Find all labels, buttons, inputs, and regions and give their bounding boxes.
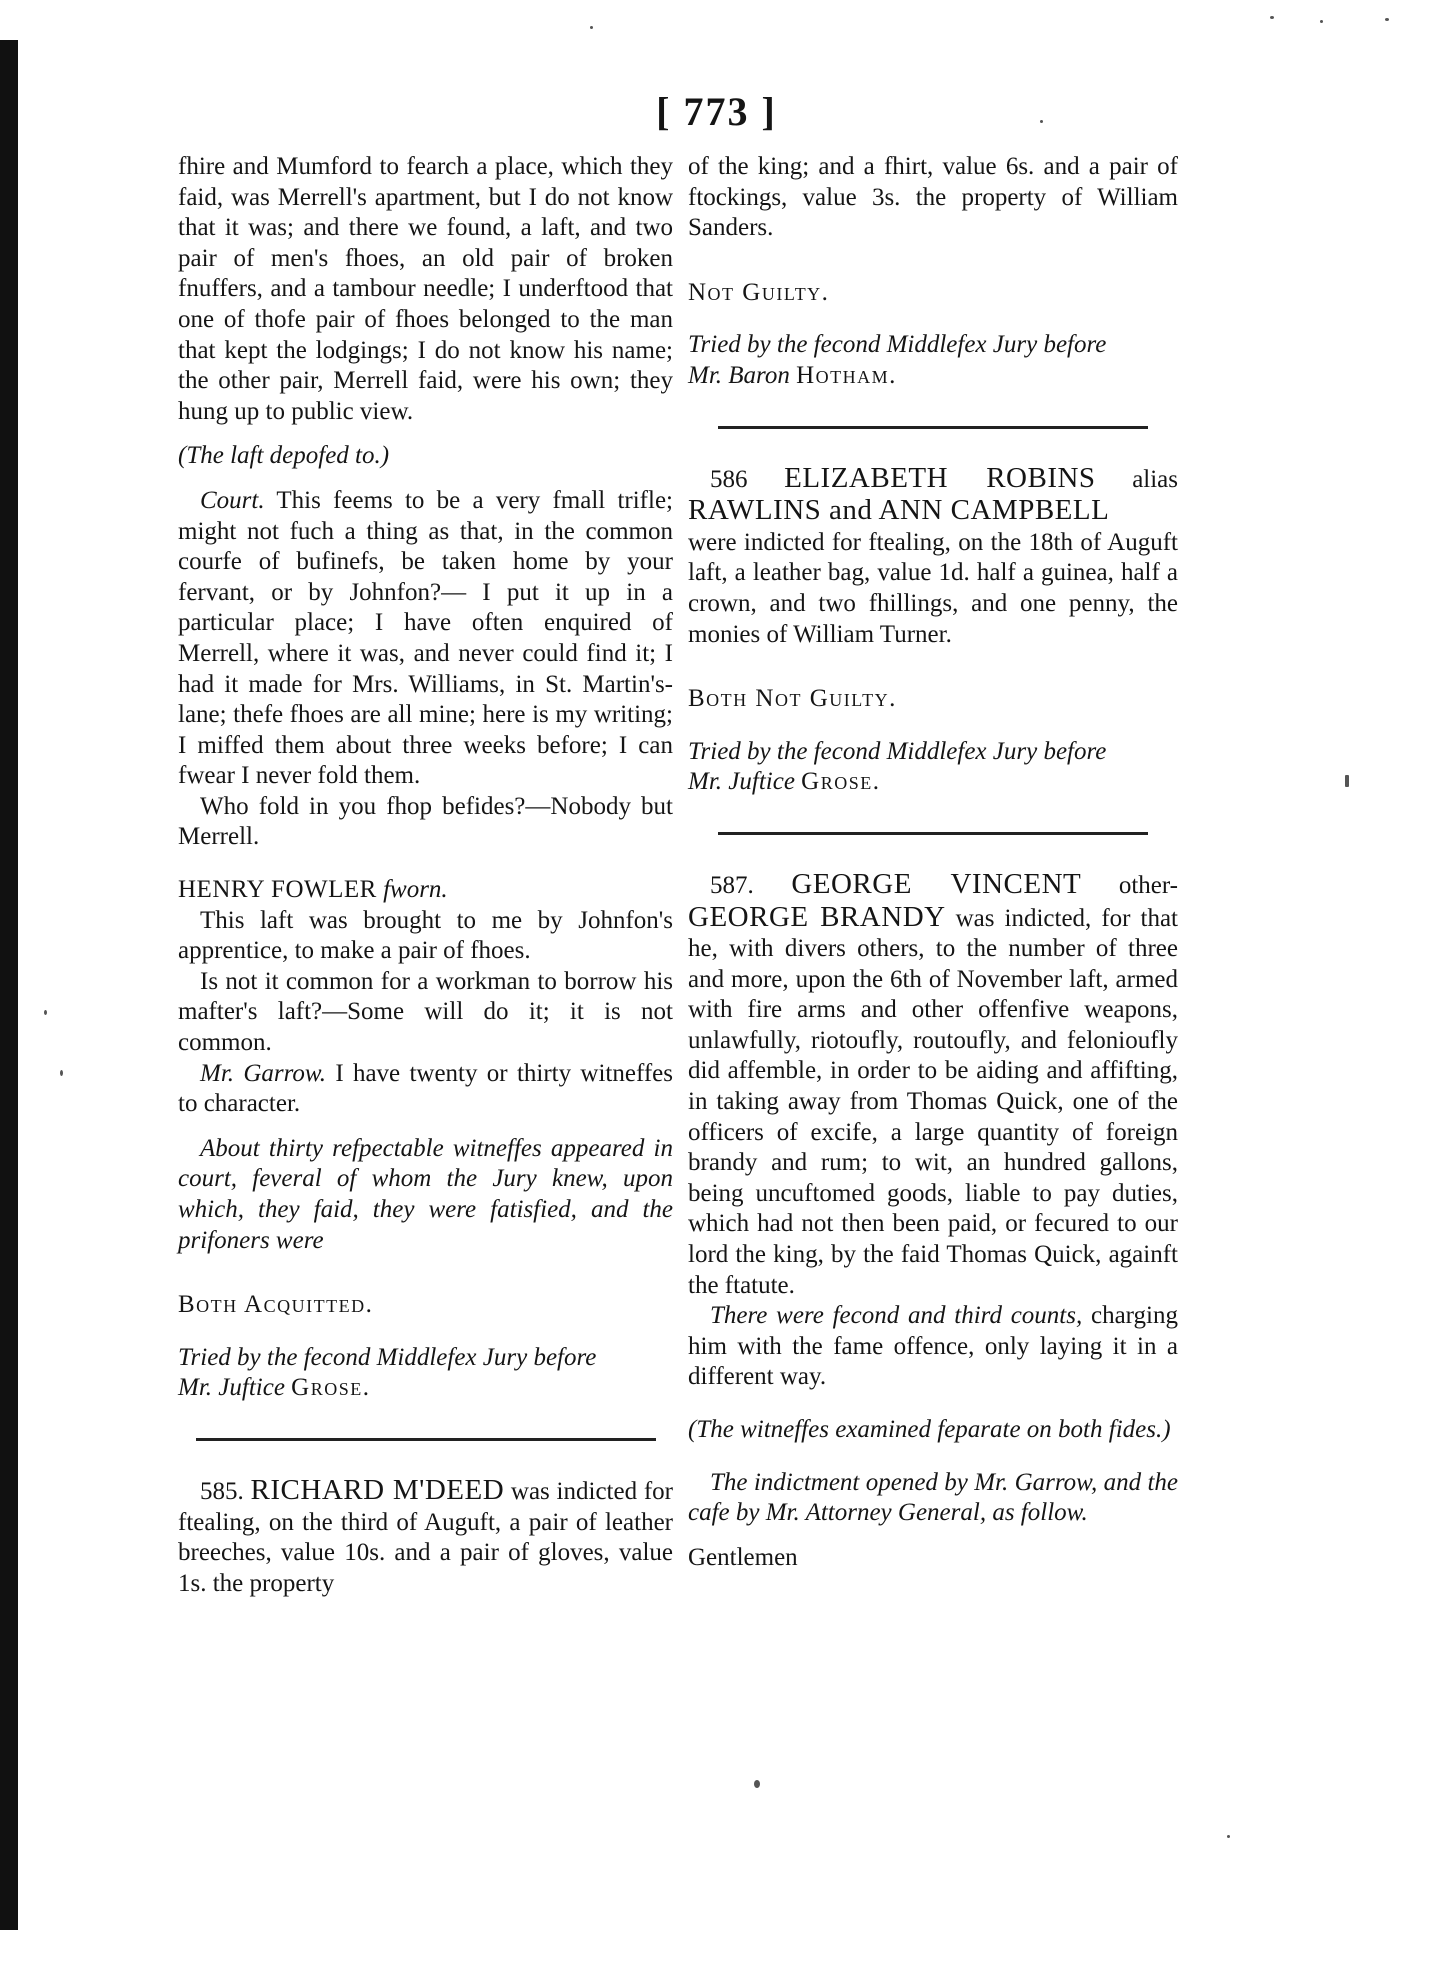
speaker-garrow: Mr. Garrow.	[200, 1059, 326, 1087]
case-585	[178, 1475, 673, 1599]
speck	[1270, 16, 1274, 19]
witness-heading	[178, 875, 673, 906]
judge-title: Mr. Juftice	[688, 768, 795, 796]
witness-sworn: fworn.	[383, 876, 448, 904]
verdict-both-acquitted: Both Acquitted.	[178, 1291, 374, 1319]
witness-name: HENRY FOWLER	[178, 876, 377, 904]
witnesses-separate-note: (The witneffes examined feparate on both fides.)	[688, 1416, 1171, 1443]
verdict-not-guilty: Not Guilty.	[688, 278, 830, 306]
judge-name: Hotham.	[796, 361, 897, 389]
judge-name: Grose.	[291, 1374, 371, 1402]
tried-line-1: Tried by the fecond Middlefex Jury before	[688, 331, 1107, 359]
speck	[1385, 18, 1389, 21]
speck	[1320, 20, 1323, 23]
left-paragraph-5: This laft was brought to me by Johnfon's apprentice, to make a pair of fhoes.	[178, 906, 673, 965]
case-587-number: 587.	[710, 871, 754, 899]
speck	[754, 1780, 760, 1788]
case-585-text: was indicted for ftealing, on the third of Auguft, a pair of leather breeches, value 10s. and a pair of gloves, value 1s. the property	[178, 1477, 674, 1597]
case-587-text: was indicted, for that he, with divers others, to the number of three and more, upon the 6th of November laft, armed with fire arms and other offenfive weapons, unlawfully, riotoufly, routoufly, and felonioufly did affemble, in order to be aiding and affifting, in taking away from Thomas Quick, one of the officers of excife, a large quantity of foreign brandy and rum; to wit, an hundred gallons, being uncuftomed goods, liable to pay duties, which had not then been paid, or fecured to our lord the king, by the faid Thomas Quick, againft the ftatute.	[688, 904, 1178, 1299]
speck	[1345, 775, 1349, 787]
speck	[590, 26, 593, 29]
judge-title: Mr. Juftice	[178, 1374, 285, 1402]
right-paragraph-1: of the king; and a fhirt, value 6s. and a pair of ftockings, value 3s. the property of William Sanders.	[688, 153, 1178, 242]
counts-paragraph	[688, 1301, 1178, 1393]
speaker-court: Court.	[200, 486, 265, 514]
counts-italic: There were fecond and third counts,	[710, 1302, 1083, 1330]
left-court-paragraph	[178, 486, 673, 792]
case-587-name: GEORGE VINCENT	[791, 867, 1082, 900]
case-586-heading	[688, 463, 1178, 528]
judge-title: Mr. Baron	[688, 361, 790, 389]
garrow-text: I have twenty or thirty witneffes to character.	[178, 1059, 673, 1118]
case-585-name: RICHARD M'DEED	[250, 1473, 505, 1506]
left-garrow-paragraph	[178, 1059, 673, 1120]
case-586-name: ELIZABETH ROBINS	[784, 461, 1096, 494]
case-586-number: 586	[710, 465, 748, 493]
page-number: [ 773 ]	[656, 89, 777, 134]
left-column	[178, 152, 673, 1599]
case-587-other: other-	[1118, 871, 1179, 899]
counts-text: charging him with the fame offence, only laying it in a different way.	[688, 1302, 1179, 1391]
case-585-number: 585.	[200, 1477, 244, 1505]
speck	[1040, 120, 1043, 123]
court-text: This feems to be a very fmall trifle; might not fuch a thing as that, in the common courfe of bufinefs, be taken home by your fervant, or by Johnfon?— I put it up in a particular place; I have often enquired of Merrell, where it was, and never could find it; I had it made for Mrs. Williams, in St. Martin's-lane; thefe fhoes are all mine; here is my writing; I miffed them about three weeks before; I can fwear I never fold them.	[178, 486, 673, 790]
indictment-opened-note: The indictment opened by Mr. Garrow, and the cafe by Mr. Attorney General, as follow.	[688, 1468, 1178, 1527]
tried-line-2	[688, 361, 1178, 392]
left-paragraph-6: Is not it common for a workman to borrow his mafter's laft?—Some will do it; it is not common.	[178, 967, 673, 1057]
page-binding-edge	[0, 40, 18, 1930]
tried-line-1: Tried by the fecond Middlefex Jury before	[178, 1343, 597, 1371]
judge-name: Grose.	[801, 768, 881, 796]
speck	[1227, 1835, 1230, 1838]
case-586-alias: alias	[1132, 465, 1179, 493]
speck	[60, 1070, 63, 1076]
case-587	[688, 869, 1178, 1301]
right-column	[688, 152, 1178, 1573]
case-586-text: were indicted for ftealing, on the 18th of Auguft laft, a leather bag, value 1d. half a guinea, half a crown, and two fhillings, and one penny, the monies of William Turner.	[688, 528, 1178, 648]
tried-line-2	[688, 767, 1178, 798]
speck	[44, 1010, 47, 1015]
left-witnesses-note: About thirty refpectable witneffes appeared in court, feveral of whom the Jury knew, upon which, they faid, they were fatisfied, and the prifoners were	[178, 1134, 673, 1254]
left-paragraph-1: fhire and Mumford to fearch a place, which they faid, was Merrell's apartment, but I do not know that it was; and there we found, a laft, and two pair of men's fhoes, an old pair of broken fnuffers, and a tambour needle; I underftood that one of thofe pair of fhoes belonged to the man that kept the lodgings; I do not know his name; the other pair, Merrell faid, were his own; they hung up to public view.	[178, 153, 673, 425]
catchword: Gentlemen	[688, 1543, 798, 1571]
case-586-name-2: RAWLINS and ANN CAMPBELL	[688, 494, 1110, 527]
left-stage-note: (The laft depofed to.)	[178, 442, 390, 470]
case-587-name-2: GEORGE BRANDY	[688, 900, 946, 933]
tried-line-1: Tried by the fecond Middlefex Jury before	[688, 737, 1107, 765]
left-paragraph-4: Who fold in you fhop befides?—Nobody but Merrell.	[178, 792, 673, 851]
verdict-both-not-guilty: Both Not Guilty.	[688, 685, 897, 713]
tried-line-2	[178, 1373, 673, 1404]
